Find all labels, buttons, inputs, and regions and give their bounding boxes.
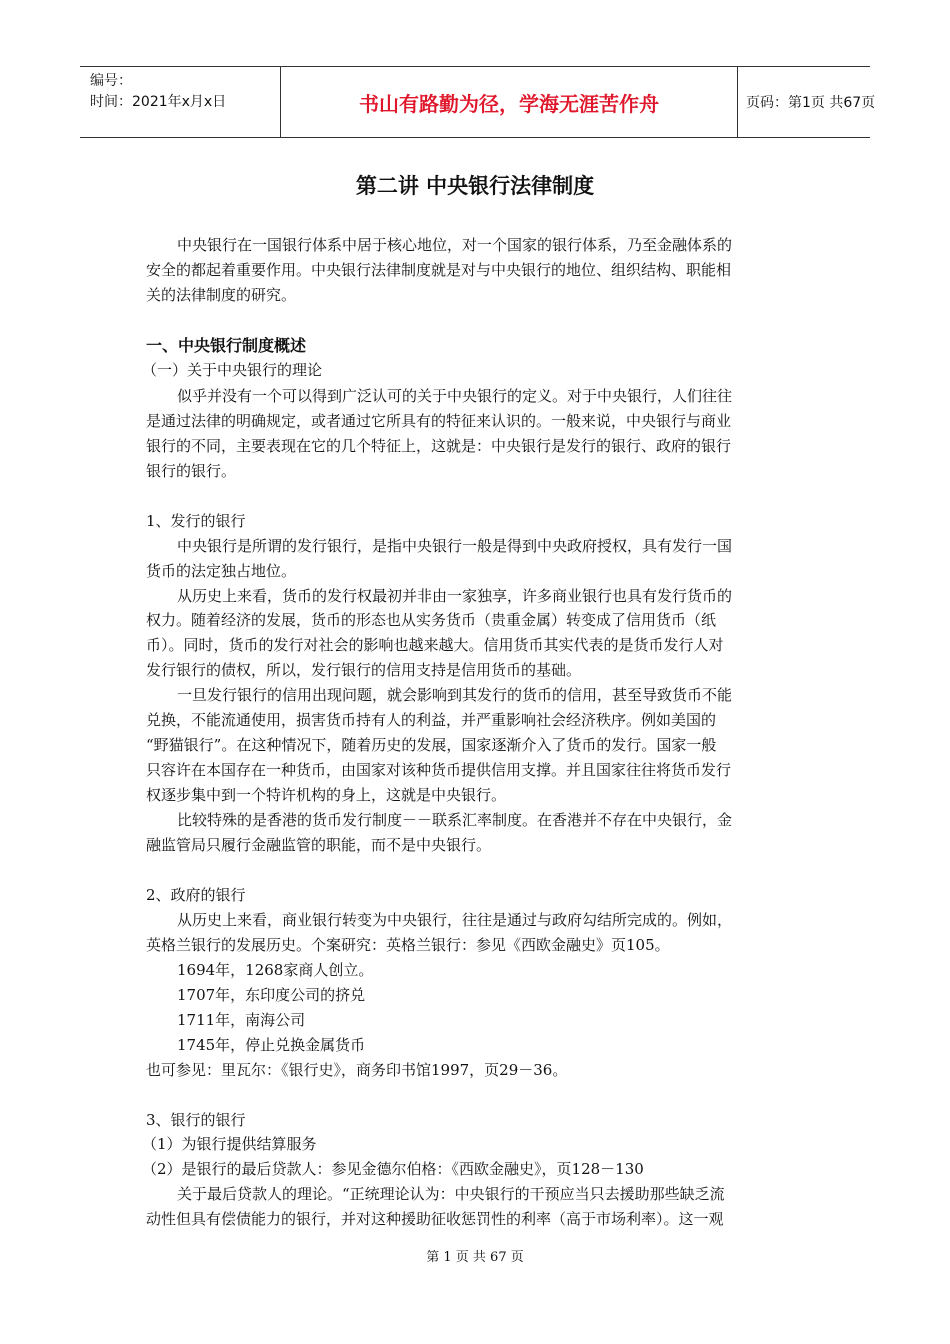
body-line: 只容许在本国存在一种货币，由国家对该种货币提供信用支撑。并且国家往往将货币发行: [146, 761, 732, 779]
body-line: 权逐步集中到一个特许机构的身上，这就是中央银行。: [146, 786, 507, 804]
body-line: 1707年，东印度公司的挤兑: [177, 986, 366, 1004]
header-info: [80, 67, 280, 137]
body-line: 中央银行是所谓的发行银行，是指中央银行一般是得到中央政府授权，具有发行一国: [177, 537, 733, 555]
body-line: 兑换，不能流通使用，损害货币持有人的利益，并严重影响社会经济秩序。例如美国的: [146, 711, 717, 729]
body-line: 动性但具有偿债能力的银行，并对这种援助征收惩罚性的利率（高于市场利率）。这一观: [146, 1210, 724, 1228]
body-line: （1）为银行提供结算服务: [142, 1135, 317, 1153]
item-heading: 3、银行的银行: [146, 1111, 246, 1129]
body-line: 比较特殊的是香港的货币发行制度－－联系汇率制度。在香港并不存在中央银行，金: [177, 811, 733, 829]
body-line: 也可参见：里瓦尔：《银行史》，商务印书馆1997，页29－36。: [146, 1061, 568, 1079]
page-counter: 页码：第1页 共67页: [746, 95, 876, 111]
page-header: [80, 66, 876, 138]
item-heading: 1、发行的银行: [146, 512, 246, 530]
body-line: 英格兰银行的发展历史。个案研究：英格兰银行：参见《西欧金融史》页105。: [146, 936, 670, 954]
subsection-heading: （一）关于中央银行的理论: [142, 361, 323, 379]
body-line: 中央银行在一国银行体系中居于核心地位，对一个国家的银行体系，乃至金融体系的: [177, 236, 733, 254]
section-heading: 一、中央银行制度概述: [146, 336, 307, 355]
body-line: 发行银行的债权，所以，发行银行的信用支持是信用货币的基础。: [146, 661, 582, 679]
body-line: 关的法律制度的研究。: [146, 286, 297, 304]
body-line: 一旦发行银行的信用出现问题，就会影响到其发行的货币的信用，甚至导致货币不能: [177, 686, 733, 704]
number-label: 编号：: [90, 73, 132, 89]
body-line: 银行的银行。: [146, 462, 237, 480]
body-line: 从历史上来看，商业银行转变为中央银行，往往是通过与政府勾结所完成的。例如，: [177, 911, 733, 929]
item-heading: 2、政府的银行: [146, 886, 246, 904]
body-line: 似乎并没有一个可以得到广泛认可的关于中央银行的定义。对于中央银行，人们往往: [177, 387, 733, 405]
body-line: 1745年，停止兑换金属货币: [177, 1036, 366, 1054]
body-line: 1694年，1268家商人创立。: [177, 961, 374, 979]
body-line: 1711年，南海公司: [177, 1011, 306, 1029]
document-title: 第二讲 中央银行法律制度: [355, 174, 595, 198]
body-line: 从历史上来看，货币的发行权最初并非由一家独享，许多商业银行也具有发行货币的: [177, 587, 733, 605]
body-line: 融监管局只履行金融监管的职能，而不是中央银行。: [146, 836, 492, 854]
body-line: 权力。随着经济的发展，货币的形态也从实务货币（贵重金属）转变成了信用货币（纸: [146, 611, 717, 629]
body-line: 货币的法定独占地位。: [146, 562, 297, 580]
body-line: （2）是银行的最后贷款人：参见金德尔伯格：《西欧金融史》，页128－130: [142, 1160, 644, 1178]
body-line: 币）。同时，货币的发行对社会的影响也越来越大。信用货币其实代表的是货币发行人对: [146, 636, 724, 654]
body-line: “野猫银行”。在这种情况下，随着历史的发展，国家逐渐介入了货币的发行。国家一般: [146, 736, 717, 754]
body-line: 银行的不同，主要表现在它的几个特征上，这就是：中央银行是发行的银行、政府的银行: [146, 437, 732, 455]
body-line: 是通过法律的明确规定，或者通过它所具有的特征来认识的。一般来说，中央银行与商业: [146, 412, 732, 430]
page-footer: 第 1 页 共 67 页: [426, 1250, 524, 1265]
body-line: 关于最后贷款人的理论。“正统理论认为：中央银行的干预应当只去援助那些缺乏流: [177, 1185, 725, 1203]
motto: 书山有路勤为径，学海无涯苦作舟: [280, 67, 738, 137]
body-line: 安全的都起着重要作用。中央银行法律制度就是对与中央银行的地位、组织结构、职能相: [146, 261, 732, 279]
date-label: 时间：2021年x月x日: [90, 94, 227, 110]
